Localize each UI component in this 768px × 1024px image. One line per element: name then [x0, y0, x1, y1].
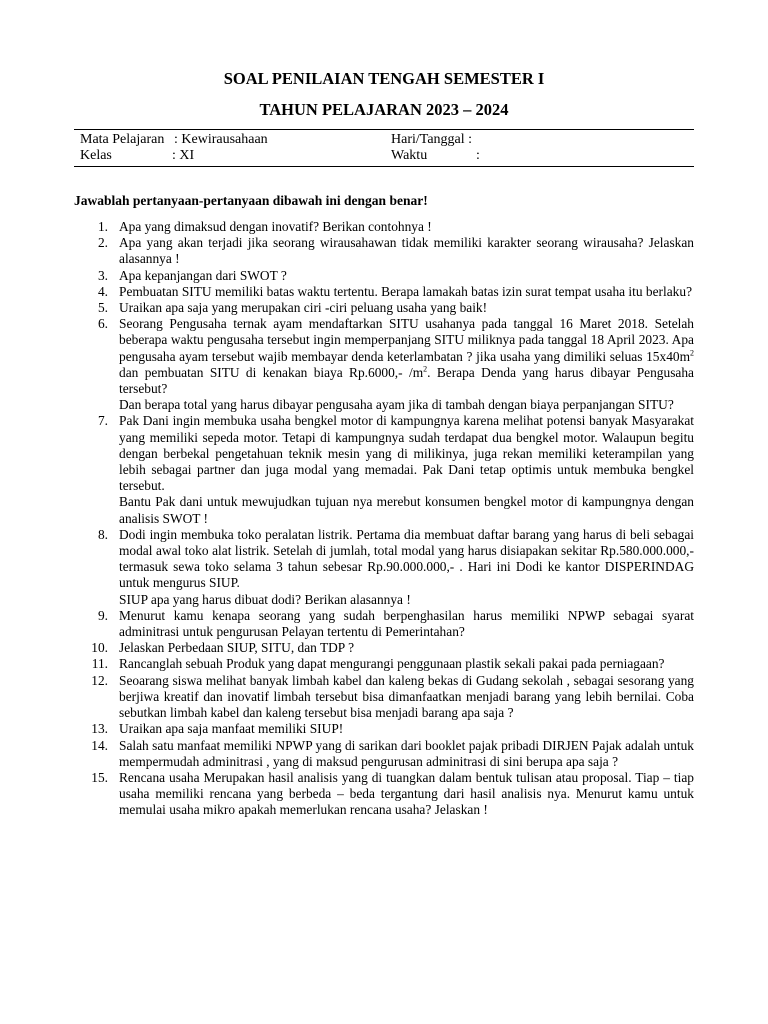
question-item	[80, 268, 694, 284]
instruction-text: Jawablah pertanyaan-pertanyaan dibawah ini dengan benar!	[74, 193, 428, 208]
question-text: Apa yang akan terjadi jika seorang wirausahawan tidak memiliki karakter seorang wirausaha? Jelaskan alasannya !	[119, 235, 694, 267]
question-text: Rancanglah sebuah Produk yang dapat mengurangi penggunaan plastik sekali pakai pada perniagaan?	[119, 656, 665, 672]
question-text: Dodi ingin membuka toko peralatan listrik. Pertama dia membuat daftar barang yang harus di beli sebagai modal awal toko alat listrik. Setelah di jumlah, total modal yang harus disiapakan sekitar Rp.580.000.000,- termasuk sewa toko selama 3 tahun sebesar Rp.90.000.000,- . Hari ini Dodi ke kantor DISPERINDAG untuk mengurus SIUP.	[119, 526, 694, 591]
question-item	[80, 316, 694, 413]
exam-info-box	[74, 129, 694, 167]
question-item	[80, 235, 694, 267]
question-text: Menurut kamu kenapa seorang yang sudah berpenghasilan harus memiliki NPWP sebagai syarat adminitrasi untuk pengurusan Pelayan tertentu di Pemerintahan?	[119, 607, 694, 640]
question-item	[80, 608, 694, 640]
question-number: 10.	[91, 640, 108, 656]
exam-year: TAHUN PELAJARAN 2023 – 2024	[259, 100, 509, 119]
question-item	[80, 527, 694, 608]
superscript: 2	[690, 348, 694, 358]
question-item	[80, 413, 694, 526]
question-item	[80, 219, 694, 235]
question-number: 7.	[97, 413, 108, 429]
question-number: 6.	[97, 316, 108, 332]
question-followup: Dan berapa total yang harus dibayar pengusaha ayam jika di tambah dengan biaya perpanjangan SITU?	[119, 397, 674, 413]
superscript: 2	[423, 364, 428, 374]
question-text-part: . Berapa Denda yang harus dibayar Pengusaha tersebut?	[119, 364, 694, 397]
question-text	[119, 316, 694, 397]
question-item	[80, 770, 694, 819]
question-text: Pak Dani ingin membuka usaha bengkel motor di kampungnya karena melihat potensi banyak Masyarakat yang memiliki sepeda motor. Tetapi di kampungnya sudah terdapat dua bengkel motor. Walaupun begitu dengan berbekal pengetahuan teknik mesin yang di milikinya, juga rekan memiliki keterampilan yang lebih sebagai partner dan juga modal yang memadai. Pak Dani tetap optimis untuk membuka bengkel tersebut.	[119, 413, 694, 494]
question-number: 9.	[97, 607, 108, 623]
question-text: Seoarang siswa melihat banyak limbah kabel dan kaleng bekas di Gudang sekolah , sebagai sesorang yang berjiwa kreatif dan inovatif limbah tersebut bisa dimanfaatkan menjadi barang yang lebih bernilai. Coba sebutkan limbah kabel dan kaleng tersebut bisa menjadi barang apa saja ?	[119, 672, 694, 721]
question-number: 11.	[91, 656, 108, 672]
time-value: :	[476, 148, 480, 163]
day-date-label: Hari/Tanggal :	[391, 132, 473, 147]
question-number: 4.	[97, 283, 108, 299]
question-item	[80, 656, 694, 672]
question-followup: Bantu Pak dani untuk mewujudkan tujuan nya merebut konsumen bengkel motor di kampungnya dengan analisis SWOT !	[119, 494, 694, 526]
question-number: 2.	[97, 235, 108, 251]
subject-value: : Kewirausahaan	[174, 132, 268, 147]
time-label: Waktu	[391, 148, 428, 163]
question-text: Rencana usaha Merupakan hasil analisis yang di tuangkan dalam bentuk tulisan atau proposal. Tiap – tiap usaha memiliki rencana yang berbeda – beda tergantung dari hasil analisis nya. Menurut kamu untuk memulai usaha mikro apakah memerlukan rencana usaha? Jelaskan !	[119, 769, 694, 818]
question-item	[80, 300, 694, 316]
question-number: 1.	[97, 219, 108, 234]
question-item	[80, 738, 694, 770]
question-item	[80, 673, 694, 722]
exam-title: SOAL PENILAIAN TENGAH SEMESTER I	[223, 69, 545, 88]
question-text: Apa kepanjangan dari SWOT ?	[119, 267, 287, 283]
question-text: Pembuatan SITU memiliki batas waktu tertentu. Berapa lamakah batas izin surat tempat usaha itu berlaku?	[119, 283, 693, 299]
question-text: Jelaskan Perbedaan SIUP, SITU, dan TDP ?	[119, 640, 355, 656]
question-number: 8.	[97, 526, 108, 542]
question-item	[80, 721, 694, 737]
question-item	[80, 640, 694, 656]
question-number: 5.	[97, 300, 108, 316]
question-number: 14.	[91, 737, 108, 753]
class-value: : XI	[172, 148, 195, 163]
question-text: Apa yang dimaksud dengan inovatif? Berikan contohnya !	[119, 219, 432, 234]
subject-label: Mata Pelajaran	[80, 132, 165, 147]
question-text: Salah satu manfaat memiliki NPWP yang di sarikan dari booklet pajak pribadi DIRJEN Pajak adalah untuk mempermudah adminitrasi , yang di maksud pengurusan adminitrasi di sini berupa apa saja ?	[119, 737, 694, 769]
question-list	[80, 219, 694, 819]
question-number: 15.	[91, 769, 108, 785]
question-text-part: dan pembuatan SITU di kenakan biaya Rp.6000,- /m	[119, 364, 424, 380]
question-text-part: Seorang Pengusaha ternak ayam mendaftarkan SITU usahanya pada tanggal 16 Maret 2018. Setelah beberapa waktu pengusaha tersebut ingin memperpanjang SITU miliknya pada tanggal 18 April 2023. Apa pengusaha ayam tersebut wajib membayar denda keterlambatan ? jika usaha yang dimiliki seluas 15x40m	[119, 316, 694, 364]
question-followup: SIUP apa yang harus dibuat dodi? Berikan alasannya !	[119, 591, 411, 607]
question-item	[80, 284, 694, 300]
question-number: 12.	[91, 672, 108, 688]
question-number: 13.	[91, 721, 108, 737]
question-text: Uraikan apa saja yang merupakan ciri -ciri peluang usaha yang baik!	[119, 300, 488, 316]
class-label: Kelas	[80, 148, 112, 163]
question-number: 3.	[97, 267, 108, 283]
question-text: Uraikan apa saja manfaat memiliki SIUP!	[119, 721, 344, 737]
